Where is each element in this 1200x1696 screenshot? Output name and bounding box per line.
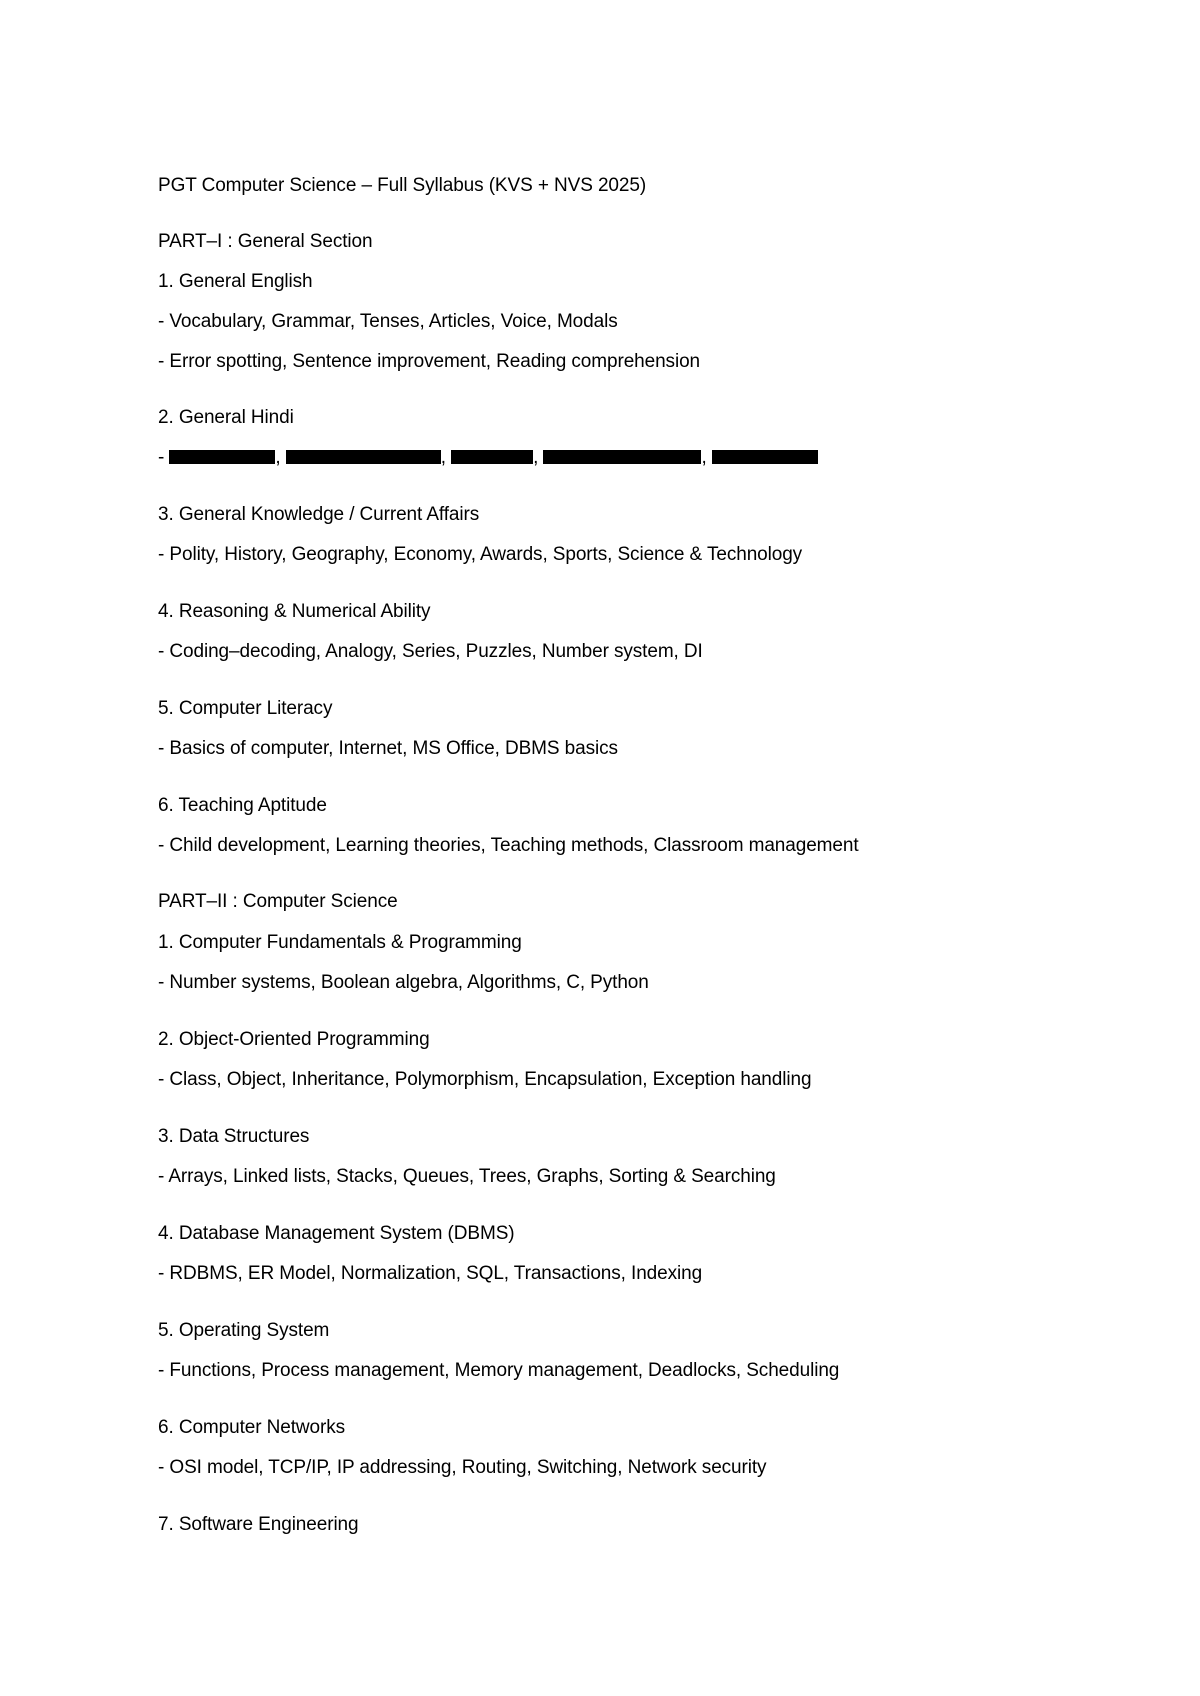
section-title: 7. Software Engineering (158, 1514, 359, 1535)
section-line: - RDBMS, ER Model, Normalization, SQL, Transactions, Indexing (158, 1263, 703, 1284)
redacted-text-block (286, 450, 441, 464)
section-title: 6. Teaching Aptitude (158, 795, 327, 816)
section-line: - Error spotting, Sentence improvement, Reading comprehension (158, 351, 701, 372)
hindi-prefix: - (158, 447, 170, 468)
section-title: 1. General English (158, 271, 313, 292)
redacted-text-block (169, 450, 275, 464)
part1-heading: PART–I : General Section (158, 231, 373, 252)
section-title: 3. Data Structures (158, 1126, 310, 1147)
section-title: 1. Computer Fundamentals & Programming (158, 932, 522, 953)
section-line: - Class, Object, Inheritance, Polymorphism, Encapsulation, Exception handling (158, 1069, 812, 1090)
redacted-text-block (451, 450, 533, 464)
section-title: 2. Object-Oriented Programming (158, 1029, 430, 1050)
section-title: 4. Reasoning & Numerical Ability (158, 601, 431, 622)
section-line: - Arrays, Linked lists, Stacks, Queues, Trees, Graphs, Sorting & Searching (158, 1166, 776, 1187)
section-line: - Number systems, Boolean algebra, Algorithms, C, Python (158, 972, 649, 993)
section-line: - Polity, History, Geography, Economy, Awards, Sports, Science & Technology (158, 544, 803, 565)
section-line: - Basics of computer, Internet, MS Office, DBMS basics (158, 738, 618, 759)
section-title: 4. Database Management System (DBMS) (158, 1223, 515, 1244)
redacted-text-block (712, 450, 818, 464)
section-line: - Functions, Process management, Memory management, Deadlocks, Scheduling (158, 1360, 840, 1381)
section-line: - OSI model, TCP/IP, IP addressing, Routing, Switching, Network security (158, 1457, 767, 1478)
section-title: 5. Computer Literacy (158, 698, 333, 719)
section-title: 2. General Hindi (158, 407, 294, 428)
section-title: 3. General Knowledge / Current Affairs (158, 504, 480, 525)
hindi-topics-line: - , , , , (158, 446, 818, 470)
section-line: - Coding–decoding, Analogy, Series, Puzzles, Number system, DI (158, 641, 703, 662)
section-title: 5. Operating System (158, 1320, 330, 1341)
section-line: - Vocabulary, Grammar, Tenses, Articles, Voice, Modals (158, 311, 618, 332)
redacted-text-block (543, 450, 701, 464)
document-title: PGT Computer Science – Full Syllabus (KVS + NVS 2025) (158, 175, 647, 196)
section-line: - Child development, Learning theories, Teaching methods, Classroom management (158, 835, 859, 856)
section-title: 6. Computer Networks (158, 1417, 346, 1438)
part2-heading: PART–II : Computer Science (158, 891, 398, 912)
